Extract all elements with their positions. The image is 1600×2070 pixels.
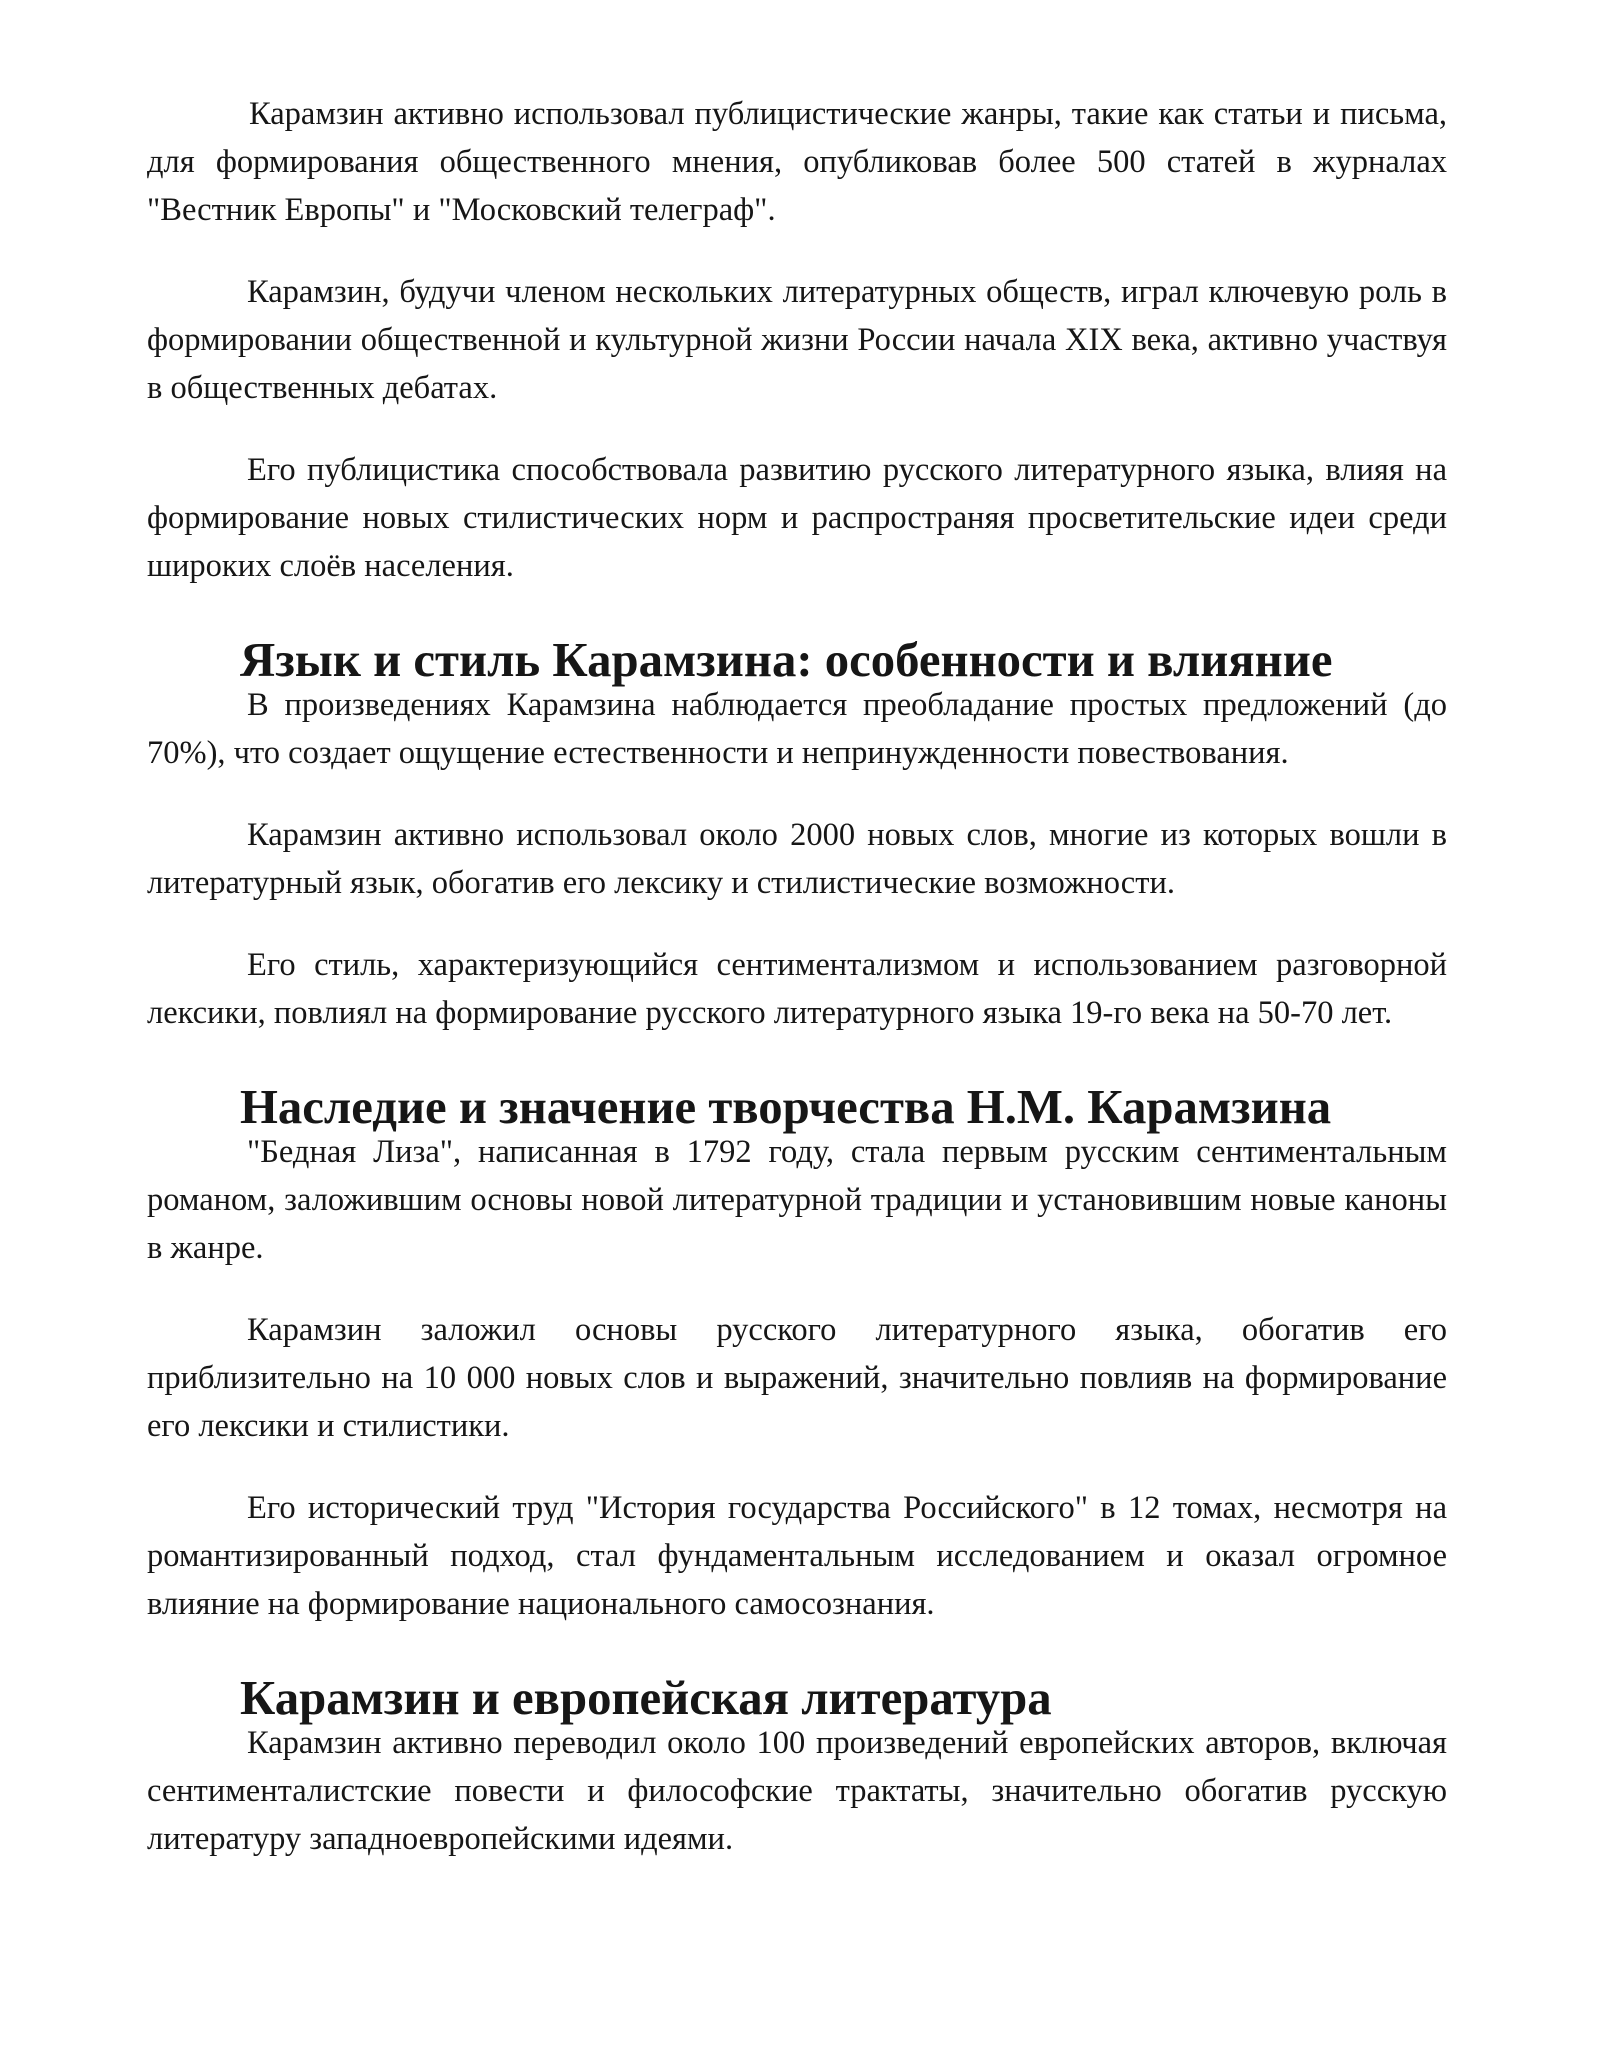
section-paragraph: Его исторический труд "История государства Российского" в 12 томах, несмотря на романтизированный подход, стал фундаментальным исследованием и оказал огромное влияние на формирование национального самосознания. — [147, 1490, 1447, 1622]
intro-paragraph-3: Его публицистика способствовала развитию русского литературного языка, влияя на формирование новых стилистических норм и распространяя просветительские идеи среди широких слоёв населения. — [147, 452, 1447, 584]
section-paragraph: Карамзин активно использовал около 2000 новых слов, многие из которых вошли в литературный язык, обогатив его лексику и стилистические возможности. — [147, 817, 1447, 901]
document-page — [147, 90, 1447, 1897]
intro-paragraph-2: Карамзин, будучи членом нескольких литературных обществ, играл ключевую роль в формировании общественной и культурной жизни России начала XIX века, активно участвуя в общественных дебатах. — [147, 274, 1447, 406]
section-paragraph: "Бедная Лиза", написанная в 1792 году, стала первым русским сентиментальным романом, заложившим основы новой литературной традиции и установившим новые каноны в жанре. — [147, 1134, 1447, 1266]
section-heading: Язык и стиль Карамзина: особенности и влияние — [240, 633, 1333, 687]
section-european-literature — [147, 1671, 1447, 1863]
intro-paragraph-1: Карамзин активно использовал публицистические жанры, такие как статьи и письма, для формирования общественного мнения, опубликовав более 500 статей в журналах "Вестник Европы" и "Московский телеграф". — [147, 96, 1447, 228]
section-legacy — [147, 1080, 1447, 1628]
section-paragraph: Его стиль, характеризующийся сентиментализмом и использованием разговорной лексики, повлиял на формирование русского литературного языка 19-го века на 50-70 лет. — [147, 947, 1447, 1031]
section-paragraph: Карамзин активно переводил около 100 произведений европейских авторов, включая сентименталистские повести и философские трактаты, значительно обогатив русскую литературу западноевропейскими идеями. — [147, 1725, 1447, 1857]
section-language-style — [147, 633, 1447, 1037]
section-paragraph: Карамзин заложил основы русского литературного языка, обогатив его приблизительно на 10 000 новых слов и выражений, значительно повлияв на формирование его лексики и стилистики. — [147, 1312, 1447, 1444]
section-heading: Карамзин и европейская литература — [240, 1671, 1052, 1725]
section-paragraph: В произведениях Карамзина наблюдается преобладание простых предложений (до 70%), что создает ощущение естественности и непринужденности повествования. — [147, 687, 1447, 771]
section-heading: Наследие и значение творчества Н.М. Карамзина — [240, 1080, 1332, 1134]
